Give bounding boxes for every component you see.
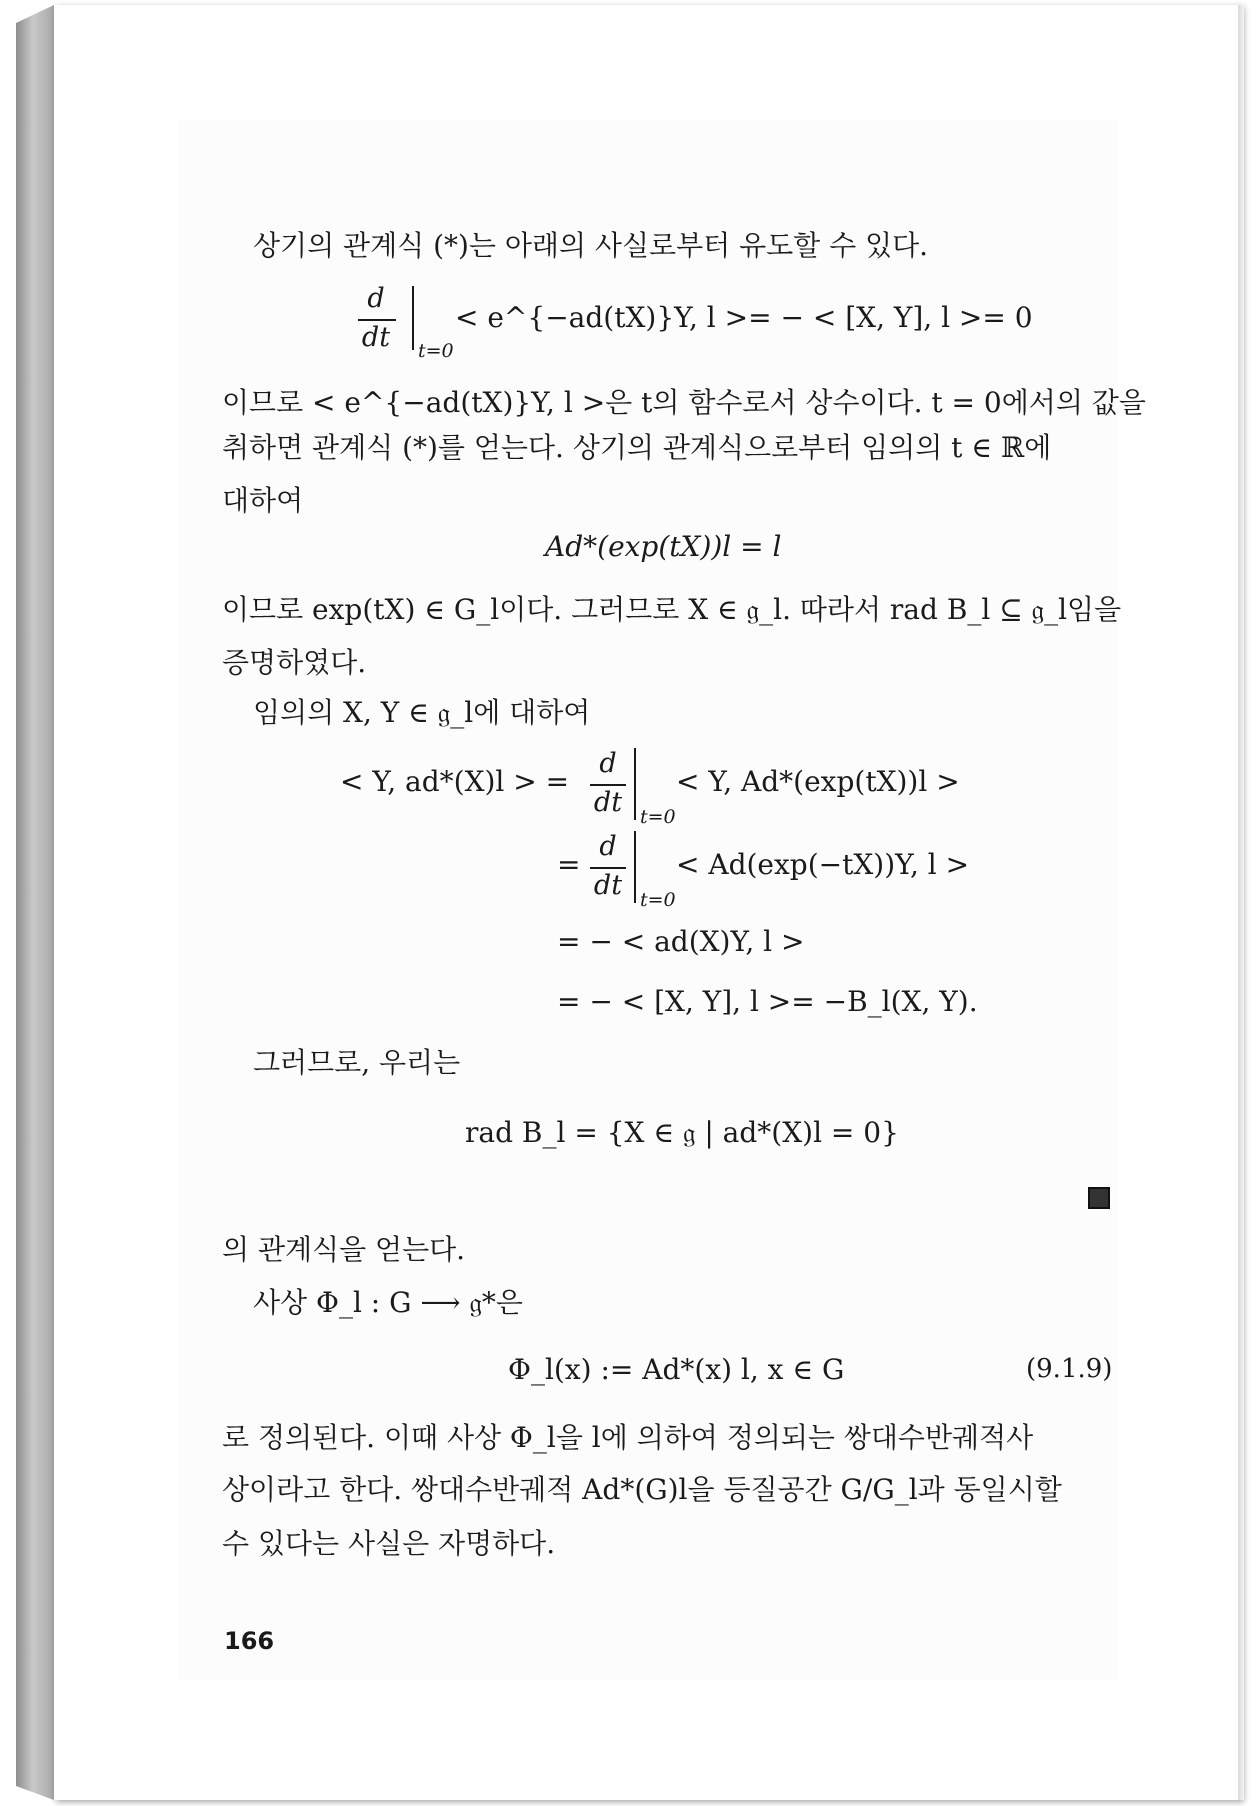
eq3b-d: d	[599, 831, 617, 862]
text-line-13: 수 있다는 사실은 자명하다.	[222, 1527, 556, 1560]
eq3b-frac-line	[590, 867, 626, 869]
eq3b-dt: dt	[593, 870, 623, 901]
eq5: Φ_l(x) := Ad*(x) l, x ∈ G	[508, 1353, 845, 1386]
text-line-11: 로 정의된다. 이때 사상 Φ_l을 l에 의하여 정의되는 쌍대수반궤적사	[222, 1421, 1034, 1454]
text-line-8: 그러므로, 우리는	[253, 1046, 461, 1079]
eq3a-frac-line	[590, 784, 626, 786]
eq3a-t0: t=0	[640, 806, 676, 828]
text-line-3: 취하면 관계식 (*)를 얻는다. 상기의 관계식으로부터 임의의 t ∈ ℝ에	[222, 431, 1052, 464]
text-line-2: 이므로 < e^{−ad(tX)}Y, l >은 t의 함수로서 상수이다. t = 0에서의 값을	[222, 386, 1146, 419]
book-spine	[16, 5, 54, 1800]
text-line-12: 상이라고 한다. 쌍대수반궤적 Ad*(G)l을 등질공간 G/G_l과 동일시할	[222, 1473, 1062, 1506]
text-line-5: 이므로 exp(tX) ∈ G_l이다. 그러므로 X ∈ 𝔤_l. 따라서 rad B_l ⊆ 𝔤_l임을	[222, 593, 1122, 626]
eq2: Ad*(exp(tX))l = l	[545, 530, 782, 563]
eq1-d: d	[367, 283, 385, 314]
eq1-frac-line	[358, 319, 396, 321]
eq3b-eq: =	[557, 848, 581, 881]
eq3a-dt: dt	[593, 787, 623, 818]
text-line-9: 의 관계식을 얻는다.	[222, 1233, 466, 1266]
eq4: rad B_l = {X ∈ 𝔤 | ad*(X)l = 0}	[465, 1116, 899, 1149]
eq1-body: < e^{−ad(tX)}Y, l >= − < [X, Y], l >= 0	[455, 301, 1033, 334]
eq3b-t0: t=0	[640, 889, 676, 911]
page-number: 166	[224, 1627, 275, 1655]
eq3b-rhs: < Ad(exp(−tX))Y, l >	[676, 848, 970, 881]
eq1-t0: t=0	[418, 340, 454, 362]
eq3d: = − < [X, Y], l >= −B_l(X, Y).	[557, 985, 978, 1018]
text-line-7: 임의의 X, Y ∈ 𝔤_l에 대하여	[253, 696, 591, 729]
qed-square-icon	[1088, 1187, 1110, 1209]
eq3a-lhs: < Y, ad*(X)l > =	[340, 765, 570, 798]
text-line-4: 대하여	[222, 484, 304, 517]
eq3a-d: d	[599, 748, 617, 779]
eq1-dt: dt	[361, 322, 391, 353]
text-line-6: 증명하였다.	[222, 646, 367, 679]
eq3a-eval-bar	[634, 748, 636, 820]
text-line-10: 사상 Φ_l : G ⟶ 𝔤*은	[253, 1286, 523, 1319]
eq3b-eval-bar	[634, 831, 636, 903]
page-edge	[1238, 5, 1244, 1800]
text-line-1: 상기의 관계식 (*)는 아래의 사실로부터 유도할 수 있다.	[253, 229, 929, 262]
eq3a-rhs: < Y, Ad*(exp(tX))l >	[676, 765, 960, 798]
eq3c: = − < ad(X)Y, l >	[557, 925, 805, 958]
eq5-number: (9.1.9)	[1026, 1354, 1113, 1384]
eq1-eval-bar	[412, 286, 414, 350]
